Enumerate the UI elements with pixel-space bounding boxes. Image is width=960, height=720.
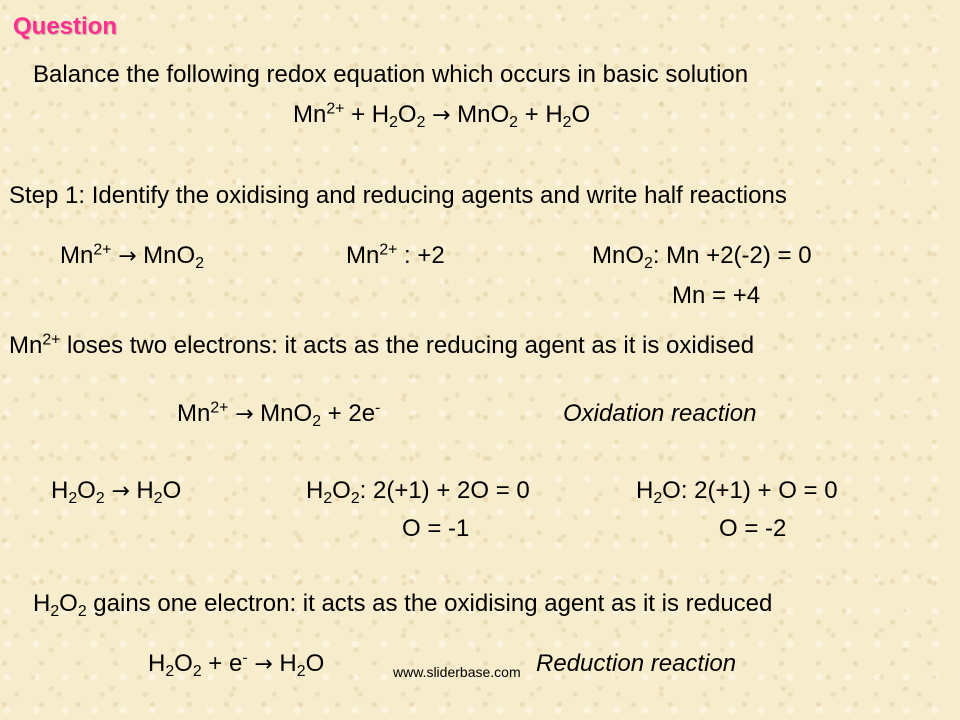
h2o2-gains-text: $H_2O_2$ gains one electron: it acts as the oxidising agent as it is reduced: [33, 590, 773, 620]
oxidation-equation: $Mn^{2+} \to MnO_2 + 2e^-$: [177, 399, 381, 430]
question-heading: Question: [13, 13, 118, 40]
reduction-label: Reduction reaction: [536, 650, 737, 677]
arrow-icon: →: [432, 103, 451, 128]
arrow-icon: →: [118, 244, 137, 269]
h2o2-half-reaction: $H_2O_2 \to H_2O$: [51, 477, 182, 507]
mn-oxidation-state: $Mn^{2+}$ : +2: [346, 241, 445, 269]
mn-half-reaction: $Mn^{2+} \to MnO_2$: [60, 241, 204, 272]
mn-loses-text: $Mn^{2+}$ loses two electrons: it acts as the reducing agent as it is oxidised: [9, 331, 755, 359]
reduction-equation: $H_2O_2 + e^- \to H_2O$: [148, 649, 325, 680]
arrow-icon: →: [254, 652, 273, 677]
h2o-oxidation-calc: $H_2O$: 2(+1) + O = 0: [636, 477, 838, 507]
arrow-icon: →: [111, 479, 130, 504]
mn-result: Mn = +4: [672, 282, 761, 309]
oxygen-result-1: O = -1: [402, 515, 470, 542]
h2o2-oxidation-calc: $H_2O_2$: 2(+1) + 2O = 0: [306, 477, 530, 507]
arrow-icon: →: [235, 402, 254, 427]
watermark[interactable]: www.sliderbase.com: [393, 664, 521, 680]
overall-equation: $Mn^{2+} + H_2O_2 \to MnO_2 + H_2O$: [293, 100, 591, 131]
oxidation-label: Oxidation reaction: [563, 400, 757, 427]
oxygen-result-2: O = -2: [719, 515, 787, 542]
intro-text: Balance the following redox equation which occurs in basic solution: [33, 61, 749, 88]
mno2-oxidation-calc: MnO$_2$: Mn +2(-2) = 0: [592, 242, 812, 272]
step1-text: Step 1: Identify the oxidising and reducing agents and write half reactions: [9, 182, 787, 209]
